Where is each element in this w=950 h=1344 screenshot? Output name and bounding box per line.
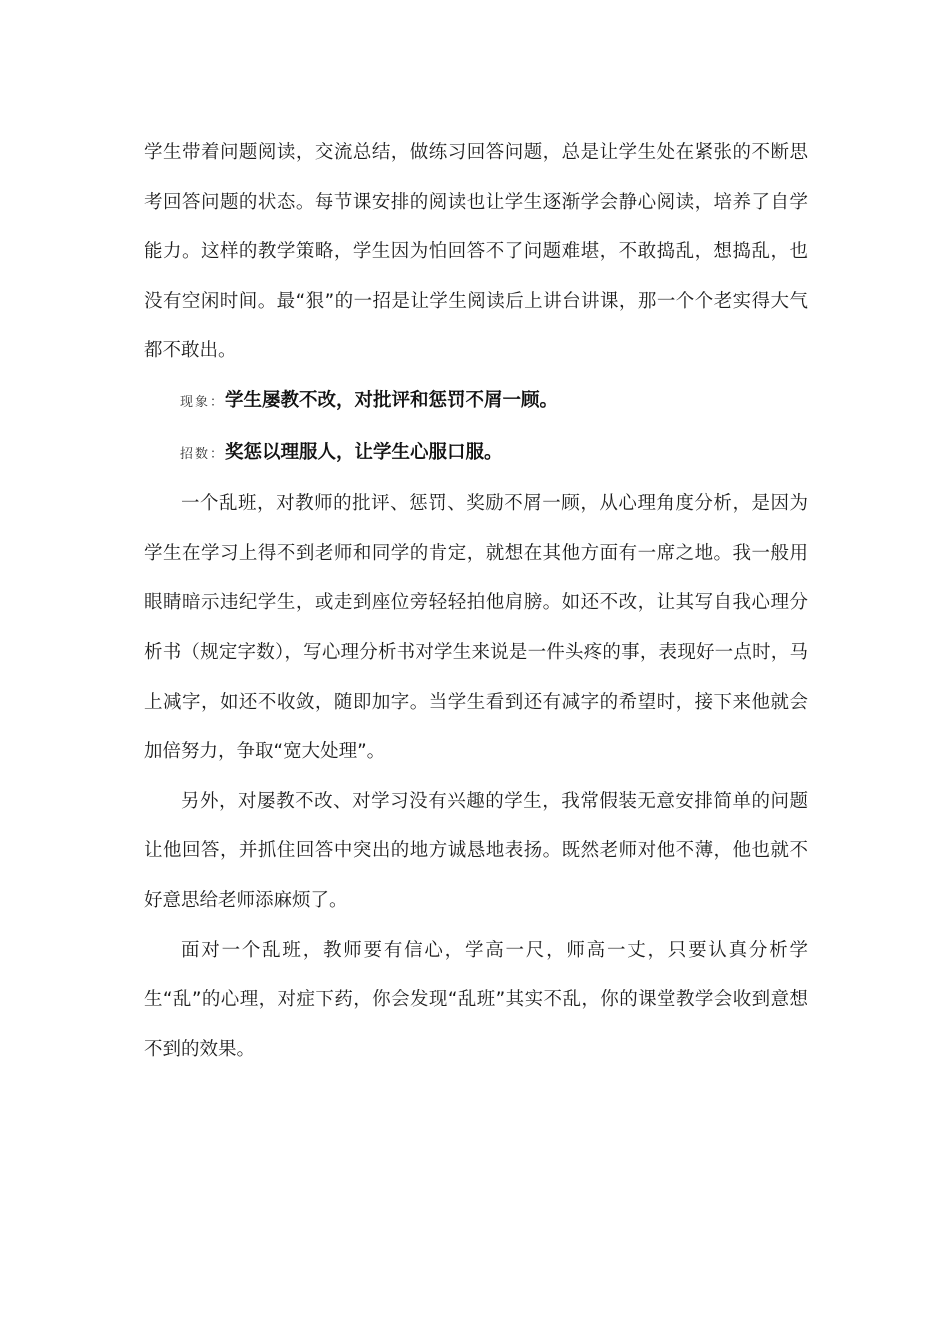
phenomenon-content: 学生屡教不改，对批评和惩罚不屑一顾。 [225, 389, 559, 411]
article-body [144, 128, 808, 1074]
strategy-content: 奖惩以理服人，让学生心服口服。 [225, 441, 503, 463]
paragraph-conclusion: 面对一个乱班，教师要有信心，学高一尺，师高一丈，只要认真分析学生“乱”的心理，对症下药，你会发现“乱班”其实不乱，你的课堂教学会收到意想不到的效果。 [144, 939, 808, 1060]
strategy-line [144, 428, 808, 480]
phenomenon-line [144, 376, 808, 428]
paragraph-psychology-analysis: 一个乱班，对教师的批评、惩罚、奖励不屑一顾，从心理角度分析，是因为学生在学习上得不到老师和同学的肯定，就想在其他方面有一席之地。我一般用眼睛暗示违纪学生，或走到座位旁轻轻拍他肩膀。如还不改，让其写自我心理分析书（规定字数），写心理分析书对学生来说是一件头疼的事，表现好一点时，马上减字，如还不收敛，随即加字。当学生看到还有减字的希望时，接下来他就会加倍努力，争取“宽大处理”。 [144, 493, 808, 763]
paragraph-praise-method: 另外，对屡教不改、对学习没有兴趣的学生，我常假装无意安排简单的问题让他回答，并抓住回答中突出的地方诚恳地表扬。既然老师对他不薄，他也就不好意思给老师添麻烦了。 [144, 790, 808, 911]
paragraph-reading-strategy: 学生带着问题阅读，交流总结，做练习回答问题，总是让学生处在紧张的不断思考回答问题的状态。每节课安排的阅读也让学生逐渐学会静心阅读，培养了自学能力。这样的教学策略，学生因为怕回答不了问题难堪，不敢捣乱，想捣乱，也没有空闲时间。最“狠”的一招是让学生阅读后上讲台讲课，那一个个老实得大气都不敢出。 [144, 142, 808, 362]
strategy-label: 招数： [180, 446, 226, 462]
phenomenon-label: 现象： [180, 394, 226, 410]
